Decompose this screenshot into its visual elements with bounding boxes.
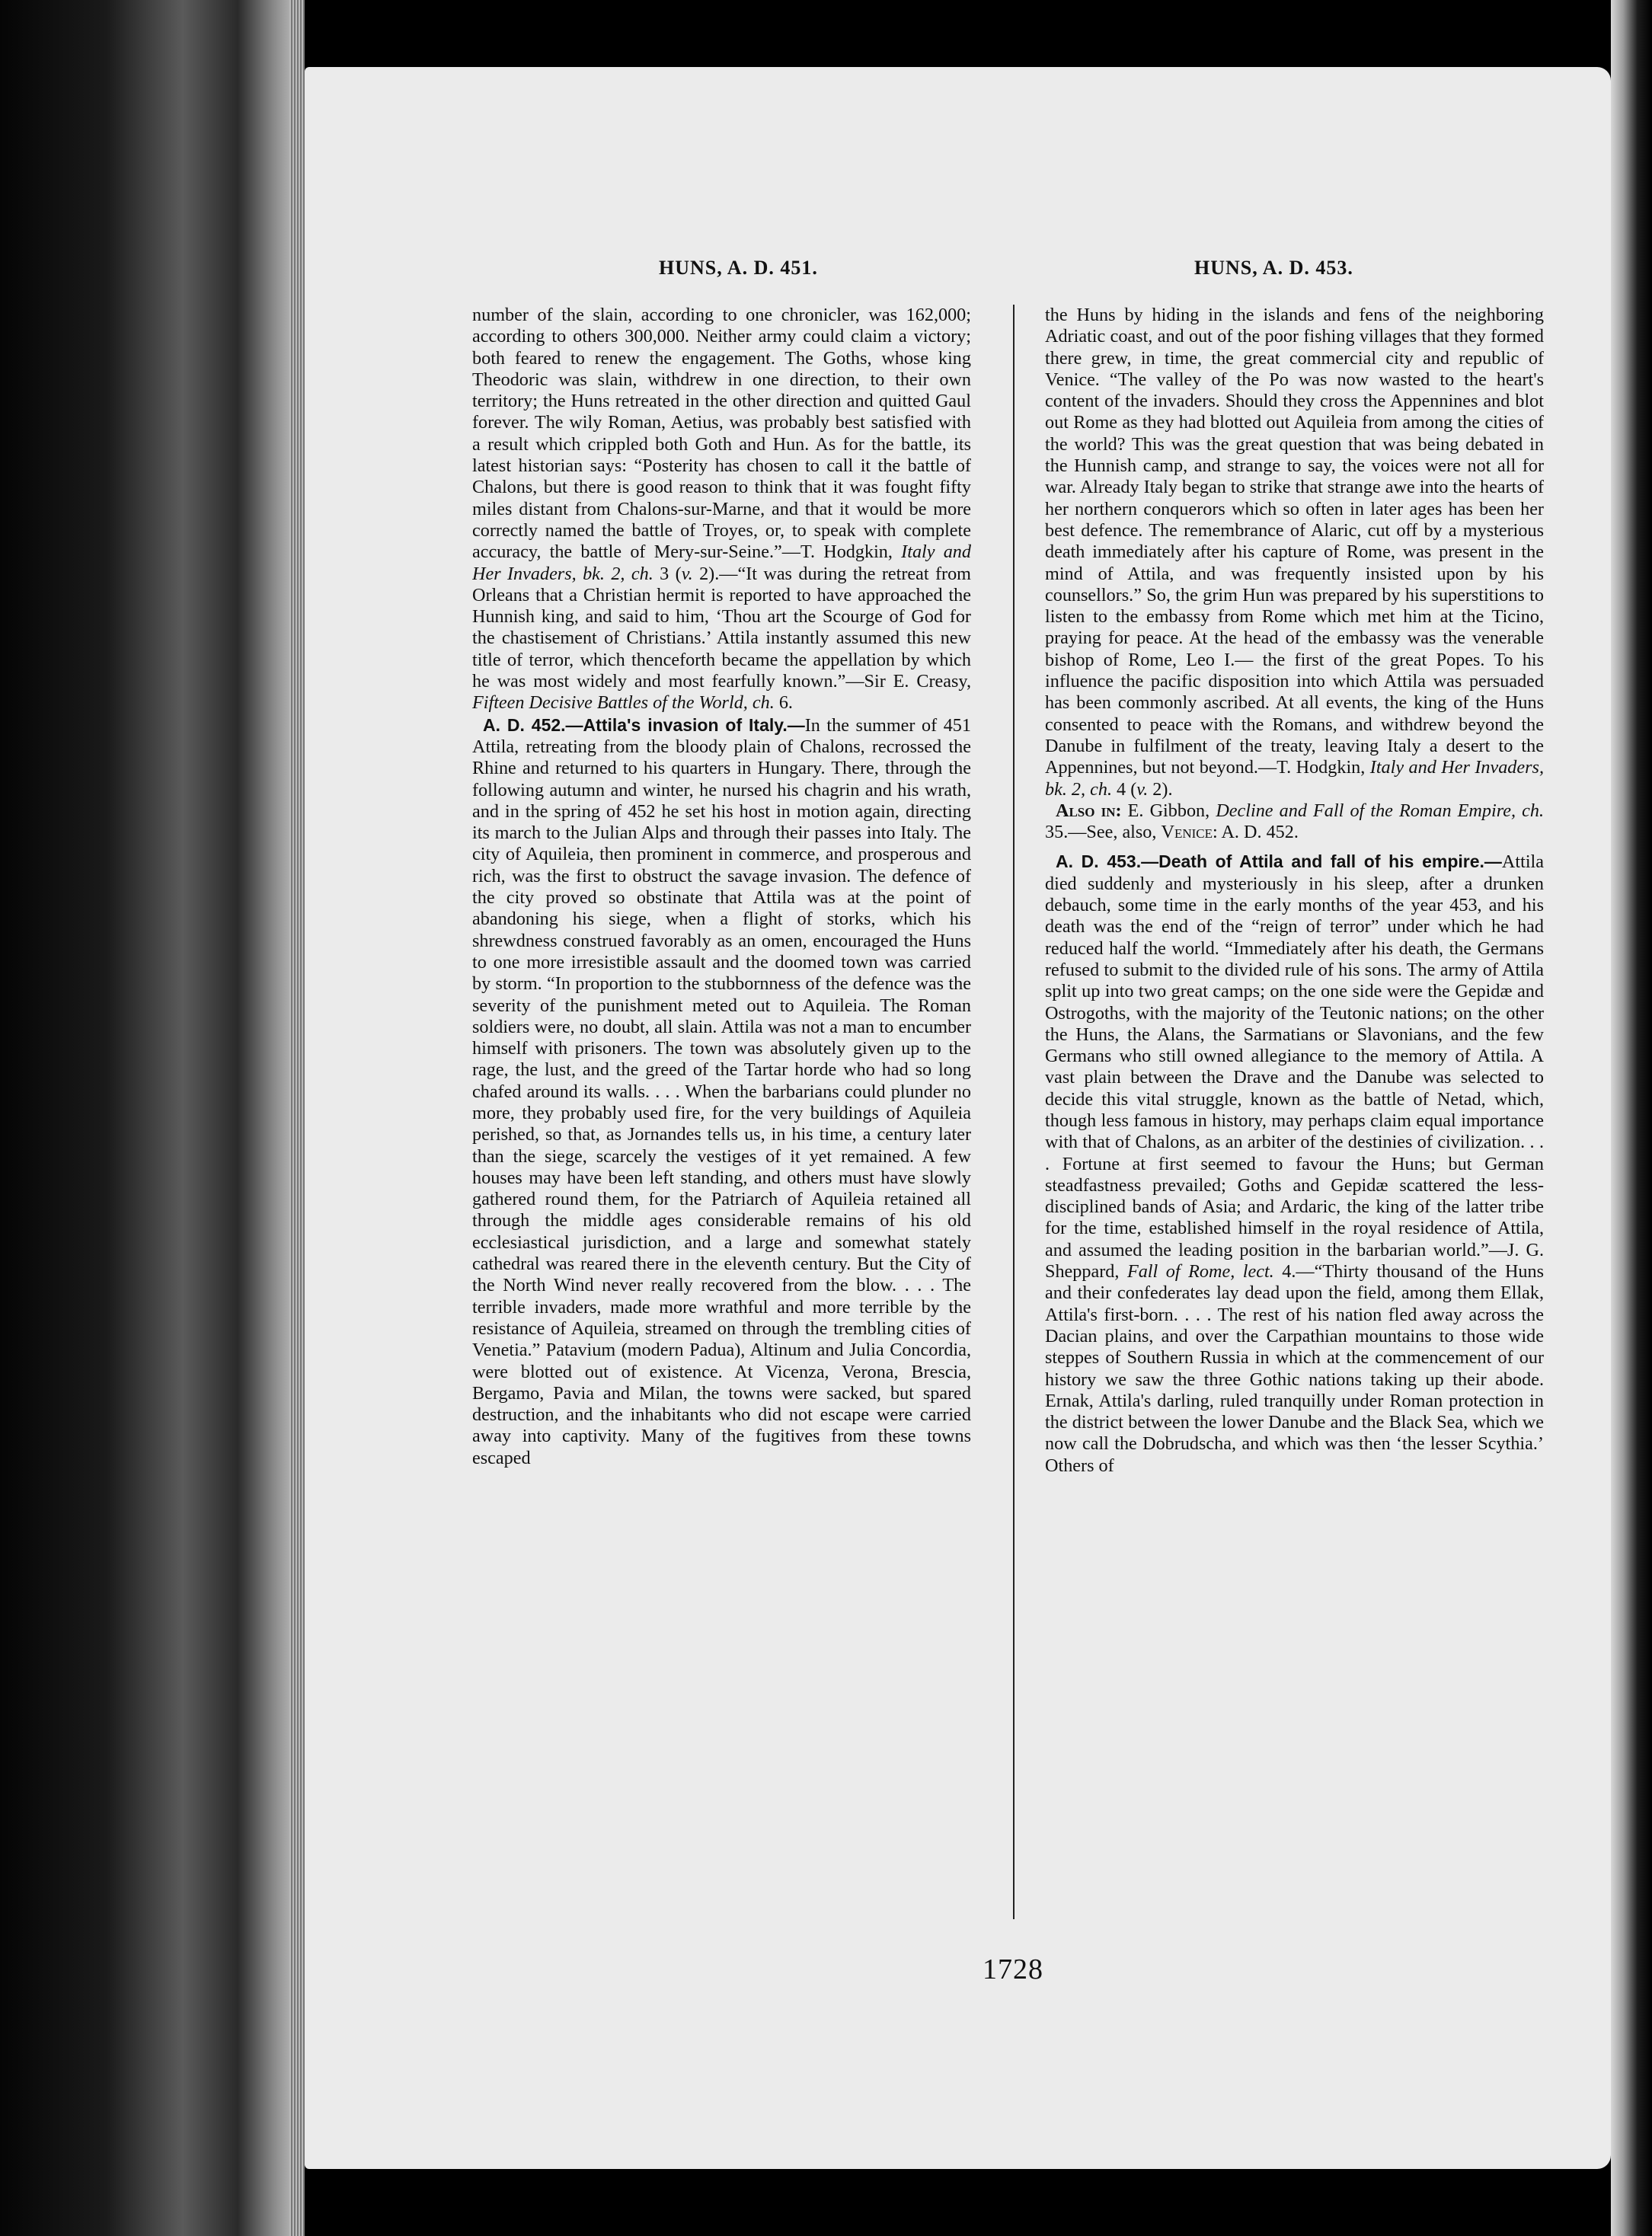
paragraph <box>1045 305 1544 800</box>
paragraph <box>472 714 971 1469</box>
right-page-edge <box>1611 0 1652 2236</box>
text: 6. <box>778 692 793 714</box>
text: 2).—“It was during the retreat from Orleans that a Christian hermit is reported to have approached the Hunnish king, and said to him, ‘Thou art the Scourge of God for the chastisement of Christians.’ Attila instantly assumed this new title of terror, which thenceforth became the appellation by which he was most widely and most fearfully known.”—Sir E. Creasy, <box>472 563 971 692</box>
text: 35.—See, also, <box>1045 822 1157 843</box>
also-in-label: Also in: <box>1056 800 1122 821</box>
running-header-left: HUNS, A. D. 451. <box>659 257 818 279</box>
section-heading-452: A. D. 452.—Attila's invasion of Italy.— <box>483 714 805 735</box>
text: 4 ( <box>1117 778 1137 800</box>
text: 2). <box>1152 778 1173 800</box>
citation: v. <box>1136 778 1149 800</box>
citation: v. <box>681 563 693 584</box>
column-divider <box>1013 305 1015 1919</box>
book-binding-edge <box>0 0 305 2236</box>
running-header-right: HUNS, A. D. 453. <box>1194 257 1353 279</box>
citation: Fifteen Decisive Battles of the World, ch. <box>472 692 775 714</box>
page-number: 1728 <box>983 1953 1043 1985</box>
citation: Italy and Her Invaders, bk. 2, ch. <box>472 541 971 584</box>
section-heading-453: A. D. 453.—Death of Attila and fall of his empire.— <box>1056 851 1502 872</box>
citation: Fall of Rome, lect. <box>1126 1261 1274 1283</box>
cross-reference: Venice: <box>1161 822 1218 843</box>
paragraph <box>1045 800 1544 844</box>
right-column <box>1045 305 1544 1927</box>
paragraph <box>1045 851 1544 1477</box>
text: Attila died suddenly and mysteriously in his sleep, after a drunken debauch, some time in the early months of the year 453, and his death was the end of the “reign of terror” under which he had reduced half the world. “Immediately after his death, the Germans refused to submit to the divided rule of his sons. The army of Attila split up into two great camps; on the one side were the Gepidæ and Ostrogoths, with the majority of the Teutonic nations; on the other the Huns, the Alans, the Sarmatians or Slavonians, and the few Germans who still owned allegiance to the memory of Attila. A vast plain between the Drave and the Danube was selected to decide this vital struggle, known as the battle of Netad, which, though less famous in history, may perhaps claim equal importance with that of Chalons, as an arbiter of the destinies of civilization. . . . Fortune at first seemed to favour the Huns; but German steadfastness prevailed; Goths and Gepidæ scattered the less-disciplined bands of Asia; and Ardaric, the king of the latter tribe for the time, established himself in the royal residence of Attila, and assumed the leading position in the barbarian world.”—J. G. Sheppard, <box>1045 851 1544 1283</box>
text: E. Gibbon, <box>1127 800 1210 821</box>
text: 4.—“Thirty thousand of the Huns and their confederates lay dead upon the field, among them Ellak, Attila's first-born. . . . The rest of his nation fled away across the Dacian plains, and over the Carpathian mountains to those wide steppes of Southern Russia in which at the commencement of our history we saw the three Gothic nations taking up their abode. Ernak, Attila's darling, ruled tranquilly under Roman protection in the district between the lower Danube and the Black Sea, which we now call the Dobrudscha, and which was then ‘the lesser Scythia.’ Others of <box>1045 1261 1544 1476</box>
text: A. D. 452. <box>1221 822 1299 843</box>
left-column <box>472 305 971 1927</box>
text: the Huns by hiding in the islands and fens of the neighboring Adriatic coast, and out of the poor fishing villages that they formed there grew, in time, the great commercial city and republic of Venice. “The valley of the Po was now wasted to the heart's content of the invaders. Should they cross the Appennines and blot out Rome as they had blotted out Aquileia from among the cities of the world? This was the great question that was being debated in the Hunnish camp, and strange to say, the voices were not all for war. Already Italy began to strike that strange awe into the hearts of her northern conquerors which so often in later ages has been her best defence. The remembrance of Alaric, cut off by a mysterious death immediately after his capture of Rome, was present in the mind of Attila, and was frequently insisted upon by his counsellors.” So, the grim Hun was prepared by his superstitions to listen to the embassy from Rome which met him at the Ticino, praying for peace. At the head of the embassy was the venerable bishop of Rome, Leo I.— the first of the great Popes. To his influence the pacific disposition into which Attila was persuaded has been commonly ascribed. At all events, the king of the Huns consented to peace with the Romans, and withdrew beyond the Danube in fulfilment of the treaty, leaving Italy a desert to the Appennines, but not beyond.—T. Hodgkin, <box>1045 305 1544 778</box>
paragraph <box>472 305 971 714</box>
citation: Decline and Fall of the Roman Empire, ch. <box>1216 800 1544 821</box>
citation: Italy and Her Invaders, bk. 2, ch. <box>1045 757 1544 800</box>
text: number of the slain, according to one chronicler, was 162,000; according to others 300,000. Neither army could claim a victory; both feared to renew the engagement. The Goths, whose king Theodoric was slain, withdrew in one direction, to their own territory; the Huns retreated in the other direction and quitted Gaul forever. The wily Roman, Aetius, was probably best satisfied with a result which crippled both Goth and Hun. As for the battle, its latest historian says: “Posterity has chosen to call it the battle of Chalons, but there is good reason to think that it was fought fifty miles distant from Chalons-sur-Marne, and that it would be more correctly named the battle of Troyes, or, to speak with complete accuracy, the battle of Mery-sur-Seine.”—T. Hodgkin, <box>472 305 971 563</box>
text: 3 ( <box>660 563 682 584</box>
text: In the summer of 451 Attila, retreating from the bloody plain of Chalons, recrossed the Rhine and returned to his quarters in Hungary. There, through the following autumn and winter, he nursed his chagrin and his wrath, and in the spring of 452 he set his host in motion again, directing its march to the Julian Alps and through their passes into Italy. The city of Aquileia, then prominent in commerce, and prosperous and rich, was the first to obstruct the savage invasion. The defence of the city proved so obstinate that Attila was at the point of abandoning his siege, when a flight of storks, which his shrewdness construed favorably as an omen, encouraged the Huns to one more irresistible assault and the doomed town was carried by storm. “In proportion to the stubbornness of the defence was the severity of the punishment meted out to Aquileia. The Roman soldiers were, no doubt, all slain. Attila was not a man to encumber himself with prisoners. The town was absolutely given up to the rage, the lust, and the greed of the Tartar horde who had so long chafed around its walls. . . . When the barbarians could plunder no more, they probably used fire, for the very buildings of Aquileia perished, so that, as Jornandes tells us, in his time, a century later than the siege, scarcely the vestiges of it yet remained. A few houses may have been left standing, and others must have slowly gathered round them, for the Patriarch of Aquileia retained all through the middle ages considerable remains of his old ecclesiastical jurisdiction, and a large and somewhat stately cathedral was reared there in the eleventh century. But the City of the North Wind never really recovered from the blow. . . . The terrible invaders, made more wrathful and more terrible by the resistance of Aquileia, streamed on through the trembling cities of Venetia.” Patavium (modern Padua), Altinum and Julia Concordia, were blotted out of existence. At Vicenza, Verona, Brescia, Bergamo, Pavia and Milan, the towns were sacked, but spared destruction, and the inhabitants who did not escape were carried away into captivity. Many of the fugitives from these towns escaped <box>472 714 971 1468</box>
